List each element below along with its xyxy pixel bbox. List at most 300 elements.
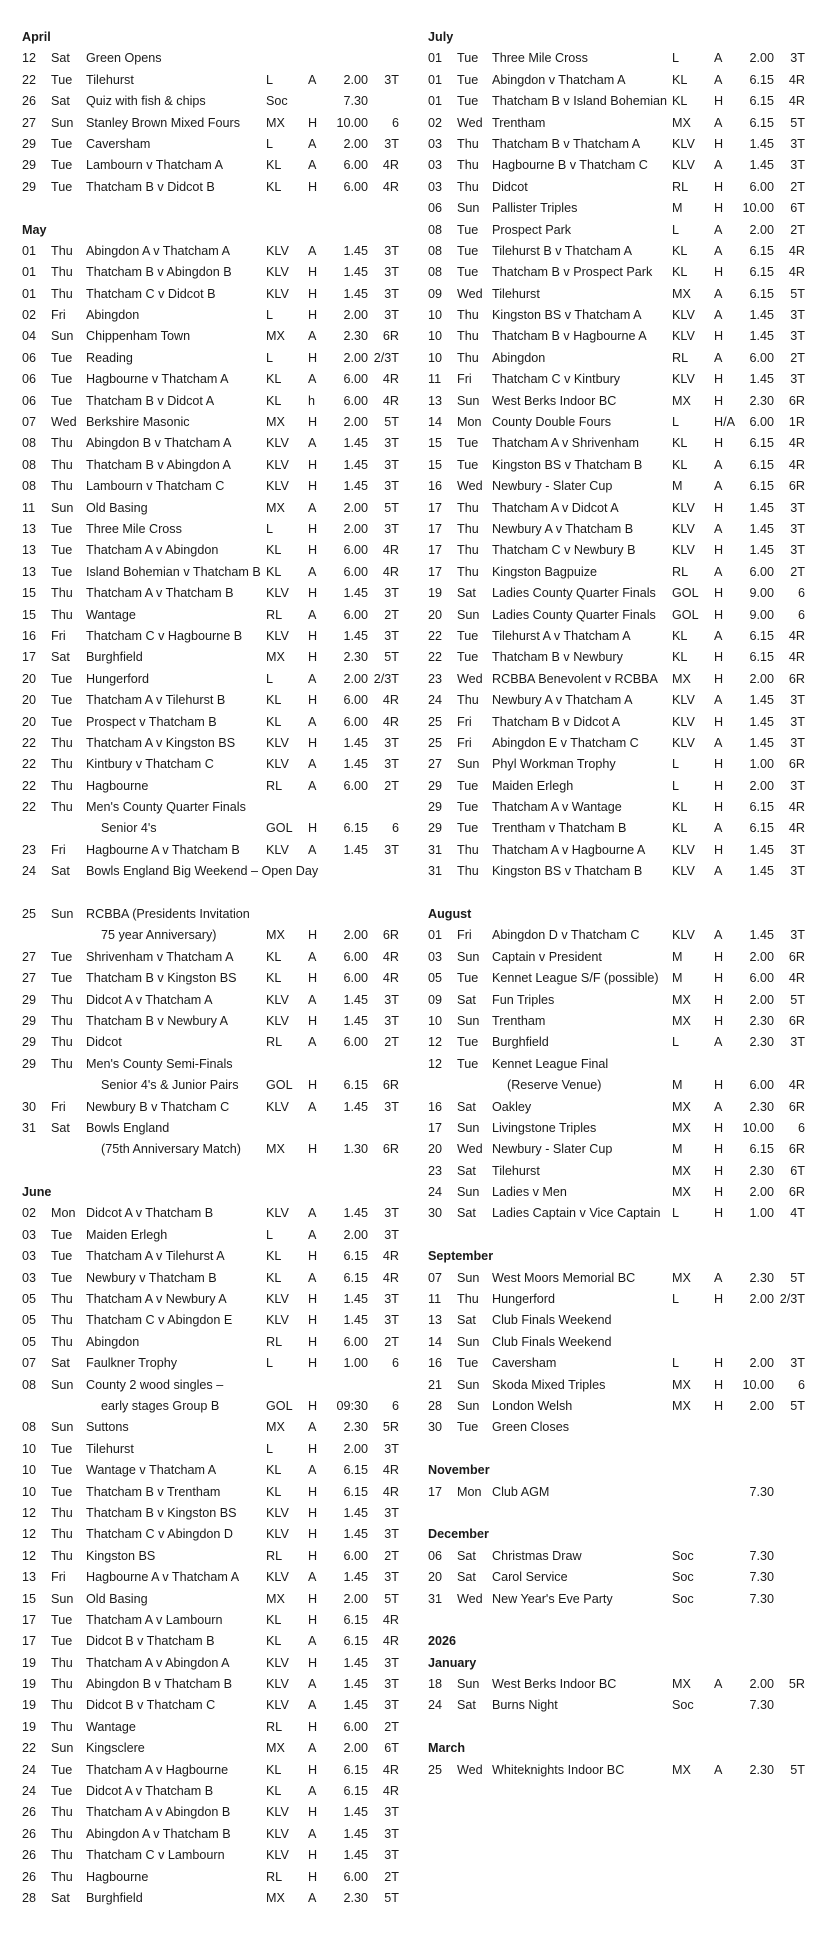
fixture-format: 4R bbox=[788, 94, 805, 109]
fixture-venue: A bbox=[714, 479, 723, 494]
fixture-format: 4R bbox=[382, 1612, 399, 1627]
fixture-type: KL bbox=[266, 971, 282, 986]
fixture-format: 3T bbox=[790, 329, 805, 344]
fixture-row bbox=[428, 198, 808, 219]
fixture-type: KLV bbox=[672, 714, 695, 729]
fixture-venue: H bbox=[714, 136, 724, 151]
fixture-venue: H bbox=[714, 586, 724, 601]
fixture-type: MX bbox=[266, 1741, 285, 1756]
fixture-venue: H bbox=[714, 543, 724, 558]
fixture-day: 31 bbox=[428, 1591, 443, 1606]
fixture-event: Didcot A v Thatcham B bbox=[86, 1784, 214, 1799]
fixture-weekday: Thu bbox=[51, 1334, 73, 1349]
fixture-venue: A bbox=[308, 714, 317, 729]
fixture-type: KLV bbox=[672, 372, 695, 387]
fixture-time: 1.45 bbox=[343, 265, 368, 280]
fixture-venue: A bbox=[308, 607, 317, 622]
fixture-format: 5R bbox=[382, 1420, 399, 1435]
fixture-weekday: Thu bbox=[51, 1035, 73, 1050]
fixture-row bbox=[428, 1182, 808, 1203]
fixture-type: KL bbox=[266, 1612, 282, 1627]
fixture-time: 6.00 bbox=[343, 1035, 368, 1050]
fixture-day: 29 bbox=[22, 1013, 37, 1028]
fixture-format: 3T bbox=[790, 1356, 805, 1371]
fixture-venue: H bbox=[308, 1441, 318, 1456]
fixture-type: KL bbox=[672, 265, 688, 280]
fixture-event: Thatcham B v Prospect Park bbox=[492, 265, 653, 280]
fixture-event: Thatcham B v Kingston BS bbox=[86, 1505, 237, 1520]
fixture-event: Abingdon E v Thatcham C bbox=[492, 735, 639, 750]
fixture-format: 5T bbox=[790, 115, 805, 130]
fixture-venue: H bbox=[714, 1078, 724, 1093]
fixture-format: 4R bbox=[788, 821, 805, 836]
fixture-venue: A bbox=[308, 1890, 317, 1905]
fixture-type: L bbox=[266, 72, 274, 87]
fixture-row bbox=[22, 1802, 402, 1823]
fixture-time: 10.00 bbox=[742, 1377, 774, 1392]
fixture-type: MX bbox=[672, 992, 691, 1007]
fixture-weekday: Thu bbox=[51, 1805, 73, 1820]
fixture-row bbox=[22, 690, 402, 711]
fixture-time: 6.15 bbox=[343, 1762, 368, 1777]
fixture-type: L bbox=[266, 1356, 274, 1371]
fixture-weekday: Sat bbox=[457, 992, 476, 1007]
fixture-time: 6.15 bbox=[343, 1463, 368, 1478]
fixture-format: 4R bbox=[788, 436, 805, 451]
fixture-venue: A bbox=[714, 735, 723, 750]
fixture-row bbox=[22, 1567, 402, 1588]
fixture-type: L bbox=[266, 521, 274, 536]
fixture-row bbox=[22, 1717, 402, 1738]
fixture-weekday: Sat bbox=[51, 650, 70, 665]
fixture-weekday: Thu bbox=[457, 329, 479, 344]
fixture-weekday: Tue bbox=[457, 1420, 479, 1435]
fixture-venue: H bbox=[714, 1399, 724, 1413]
fixture-venue: A bbox=[308, 1784, 317, 1799]
fixture-venue: H bbox=[308, 179, 318, 194]
fixture-type: KLV bbox=[266, 1505, 289, 1520]
fixture-event: Didcot A v Thatcham B bbox=[86, 1206, 214, 1221]
month-heading: December bbox=[428, 1527, 489, 1542]
fixture-venue: H bbox=[308, 1591, 318, 1606]
fixture-row bbox=[22, 1674, 402, 1695]
fixture-type: KLV bbox=[672, 158, 695, 173]
fixture-day: 06 bbox=[22, 393, 37, 408]
fixture-event: Berkshire Masonic bbox=[86, 415, 190, 430]
fixture-venue: H bbox=[714, 1163, 724, 1178]
right-column bbox=[428, 27, 808, 1781]
fixture-event: Ladies County Quarter Finals bbox=[492, 607, 656, 622]
fixture-type: GOL bbox=[266, 1399, 293, 1413]
fixture-venue: H bbox=[308, 693, 318, 708]
fixture-weekday: Tue bbox=[457, 72, 479, 87]
fixture-venue: H bbox=[714, 714, 724, 729]
fixture-format: 4R bbox=[788, 243, 805, 258]
fixture-weekday: Tue bbox=[457, 222, 479, 237]
fixture-event: Thatcham A v Hagbourne A bbox=[492, 842, 646, 857]
fixture-weekday: Thu bbox=[51, 265, 73, 280]
fixture-event: Lambourn v Thatcham A bbox=[86, 158, 223, 173]
fixture-type: Soc bbox=[672, 1591, 694, 1606]
fixture-format: 6R bbox=[382, 329, 399, 344]
fixture-row bbox=[22, 1845, 402, 1866]
fixture-weekday: Tue bbox=[51, 543, 73, 558]
fixture-time: 1.45 bbox=[343, 1013, 368, 1028]
fixture-venue: H bbox=[308, 1142, 318, 1157]
fixture-type: MX bbox=[672, 1120, 691, 1135]
fixture-time: 1.45 bbox=[749, 735, 774, 750]
fixture-time: 2.30 bbox=[749, 1163, 774, 1178]
fixture-format: 4R bbox=[382, 1784, 399, 1799]
fixture-weekday: Fri bbox=[51, 308, 66, 323]
fixture-venue: H bbox=[714, 778, 724, 793]
fixture-type: MX bbox=[266, 115, 285, 130]
fixture-venue: A bbox=[308, 1206, 317, 1221]
fixture-time: 1.45 bbox=[749, 543, 774, 558]
fixture-type: KLV bbox=[266, 992, 289, 1007]
fixture-venue: H bbox=[308, 265, 318, 280]
fixture-day: 12 bbox=[22, 1527, 37, 1542]
fixture-weekday: Tue bbox=[51, 1612, 73, 1627]
fixture-event: Club Finals Weekend bbox=[492, 1334, 612, 1349]
fixture-venue: A bbox=[714, 350, 723, 365]
fixture-format: 3T bbox=[790, 136, 805, 151]
fixture-row bbox=[22, 647, 402, 668]
fixture-weekday: Sun bbox=[51, 1591, 74, 1606]
fixture-time: 2.00 bbox=[343, 928, 368, 943]
fixture-format: 3T bbox=[384, 136, 399, 151]
fixture-event: Kingston BS v Thatcham A bbox=[492, 308, 642, 323]
fixture-venue: A bbox=[308, 564, 317, 579]
fixture-format: 3T bbox=[790, 51, 805, 66]
fixture-venue: H bbox=[714, 329, 724, 344]
fixture-weekday: Sun bbox=[457, 1334, 480, 1349]
fixture-format: 3T bbox=[384, 1099, 399, 1114]
fixture-format: 2T bbox=[384, 1548, 399, 1563]
fixture-type: MX bbox=[672, 671, 691, 686]
fixture-day: 20 bbox=[22, 714, 37, 729]
fixture-event: Thatcham B v Newbury A bbox=[86, 1013, 229, 1028]
fixture-day: 22 bbox=[22, 778, 37, 793]
section-spacer bbox=[22, 883, 402, 904]
fixture-weekday: Tue bbox=[51, 949, 73, 964]
fixture-time: 2.30 bbox=[749, 1035, 774, 1050]
month-heading: July bbox=[428, 30, 454, 44]
fixture-type: KLV bbox=[672, 521, 695, 536]
fixture-venue: H bbox=[308, 1805, 318, 1820]
fixture-event: Pallister Triples bbox=[492, 201, 578, 216]
fixture-row bbox=[22, 1289, 402, 1310]
fixture-type: KLV bbox=[672, 928, 695, 943]
fixture-weekday: Thu bbox=[51, 607, 73, 622]
fixture-format: 3T bbox=[790, 158, 805, 173]
fixture-time: 6.00 bbox=[343, 1869, 368, 1884]
fixture-row bbox=[428, 754, 808, 775]
fixture-type: KLV bbox=[266, 1013, 289, 1028]
fixture-day: 29 bbox=[428, 778, 443, 793]
fixture-format: 2T bbox=[790, 222, 805, 237]
fixture-format: 2T bbox=[384, 1719, 399, 1734]
fixture-format: 2T bbox=[384, 1869, 399, 1884]
fixture-type: RL bbox=[266, 778, 283, 793]
fixture-format: 3T bbox=[384, 735, 399, 750]
fixture-day: 29 bbox=[22, 1035, 37, 1050]
fixture-weekday: Thu bbox=[457, 1292, 479, 1307]
fixture-type: MX bbox=[672, 1399, 691, 1413]
fixture-type: KLV bbox=[672, 308, 695, 323]
fixture-format: 6 bbox=[797, 1377, 805, 1392]
fixture-venue: H bbox=[714, 650, 724, 665]
fixture-weekday: Tue bbox=[457, 821, 479, 836]
fixture-type: MX bbox=[672, 1013, 691, 1028]
fixture-type: RL bbox=[266, 1869, 283, 1884]
fixture-venue: H bbox=[308, 115, 318, 130]
fixture-day: 27 bbox=[22, 949, 37, 964]
fixture-row bbox=[22, 1097, 402, 1118]
fixture-time: 6.00 bbox=[343, 1548, 368, 1563]
fixture-row bbox=[22, 155, 402, 176]
fixture-weekday: Thu bbox=[457, 693, 479, 708]
fixture-type: L bbox=[266, 1441, 274, 1456]
fixture-weekday: Tue bbox=[51, 179, 73, 194]
fixture-venue: H bbox=[308, 971, 318, 986]
fixture-time: 1.45 bbox=[343, 992, 368, 1007]
fixture-event: Senior 4's & Junior Pairs bbox=[101, 1078, 239, 1093]
fixture-day: 26 bbox=[22, 1869, 37, 1884]
fixture-venue: H bbox=[714, 500, 724, 515]
fixture-day: 07 bbox=[428, 1270, 443, 1285]
fixture-time: 6.15 bbox=[749, 286, 774, 301]
fixture-weekday: Sat bbox=[51, 864, 70, 879]
fixture-venue: H bbox=[308, 308, 318, 323]
fixture-venue: A bbox=[714, 821, 723, 836]
fixture-day: 13 bbox=[22, 543, 37, 558]
fixture-event: Abingdon A v Thatcham B bbox=[86, 1826, 231, 1841]
fixture-venue: A bbox=[714, 1677, 723, 1692]
fixture-day: 02 bbox=[22, 1206, 37, 1221]
fixture-type: RL bbox=[672, 350, 689, 365]
fixture-type: MX bbox=[266, 1142, 285, 1157]
fixture-event: Thatcham B v Island Bohemian bbox=[492, 94, 668, 109]
fixture-weekday: Thu bbox=[51, 1719, 73, 1734]
fixture-type: MX bbox=[672, 115, 691, 130]
fixture-row bbox=[22, 391, 402, 412]
fixture-event: County 2 wood singles – bbox=[86, 1377, 224, 1392]
fixture-type: MX bbox=[266, 329, 285, 344]
fixture-event: Burghfield bbox=[492, 1035, 549, 1050]
fixture-event: Ladies v Men bbox=[492, 1185, 567, 1200]
fixture-format: 6R bbox=[382, 1078, 399, 1093]
fixture-row bbox=[22, 498, 402, 519]
fixture-row bbox=[428, 433, 808, 454]
fixture-time: 1.45 bbox=[343, 735, 368, 750]
fixture-venue: A bbox=[714, 521, 723, 536]
fixture-row bbox=[22, 241, 402, 262]
fixture-time: 1.45 bbox=[343, 842, 368, 857]
fixture-venue: A bbox=[308, 671, 317, 686]
fixture-row bbox=[22, 1503, 402, 1524]
fixture-weekday: Sun bbox=[51, 1420, 74, 1435]
fixture-venue: H bbox=[308, 415, 318, 430]
fixture-time: 1.45 bbox=[343, 757, 368, 772]
fixture-venue: A bbox=[308, 949, 317, 964]
fixture-time: 2.00 bbox=[343, 500, 368, 515]
fixture-event: Lambourn v Thatcham C bbox=[86, 479, 225, 494]
fixture-format: 4R bbox=[382, 693, 399, 708]
fixture-day: 13 bbox=[22, 564, 37, 579]
fixture-row bbox=[22, 1203, 402, 1224]
fixture-event: Abingdon A v Thatcham A bbox=[86, 243, 230, 258]
fixture-time: 6.00 bbox=[343, 607, 368, 622]
fixture-time: 6.00 bbox=[343, 543, 368, 558]
fixture-format: 3T bbox=[384, 521, 399, 536]
fixture-type: M bbox=[672, 949, 683, 964]
fixture-format: 2T bbox=[384, 607, 399, 622]
fixture-format: 3T bbox=[790, 842, 805, 857]
fixture-venue: A bbox=[714, 115, 723, 130]
fixture-format: 5T bbox=[790, 1399, 805, 1413]
fixture-format: 3T bbox=[790, 543, 805, 558]
fixture-row bbox=[428, 519, 808, 540]
fixture-format: 6R bbox=[788, 671, 805, 686]
fixture-row bbox=[22, 1396, 402, 1417]
fixture-day: 08 bbox=[22, 436, 37, 451]
fixture-event: Thatcham B v Didcot A bbox=[86, 393, 215, 408]
fixture-row bbox=[22, 1781, 402, 1802]
fixture-row bbox=[428, 840, 808, 861]
fixture-format: 5T bbox=[384, 415, 399, 430]
fixture-venue: H bbox=[308, 1655, 318, 1670]
fixture-weekday: Sun bbox=[51, 907, 74, 922]
fixture-weekday: Tue bbox=[51, 1249, 73, 1264]
fixture-format: 4R bbox=[788, 72, 805, 87]
fixture-venue: A bbox=[308, 992, 317, 1007]
fixture-type: KL bbox=[672, 436, 688, 451]
fixture-day: 24 bbox=[428, 693, 443, 708]
fixture-event: Burns Night bbox=[492, 1698, 558, 1713]
fixture-weekday: Tue bbox=[51, 714, 73, 729]
fixture-event: Abingdon v Thatcham A bbox=[492, 72, 626, 87]
fixture-format: 5R bbox=[788, 1677, 805, 1692]
fixture-row bbox=[22, 840, 402, 861]
fixture-day: 29 bbox=[428, 821, 443, 836]
fixture-event: Hagbourne bbox=[86, 1869, 149, 1884]
fixture-time: 1.45 bbox=[343, 1206, 368, 1221]
fixture-format: 3T bbox=[384, 586, 399, 601]
fixture-venue: H bbox=[308, 286, 318, 301]
fixture-day: 03 bbox=[428, 136, 443, 151]
fixture-time: 1.45 bbox=[343, 1505, 368, 1520]
fixture-venue: H bbox=[714, 607, 724, 622]
fixture-venue: A bbox=[308, 500, 317, 515]
fixture-row bbox=[22, 968, 402, 989]
fixture-row bbox=[428, 1760, 808, 1781]
fixture-day: 13 bbox=[428, 393, 443, 408]
fixture-weekday: Mon bbox=[457, 415, 482, 430]
fixture-day: 19 bbox=[22, 1719, 37, 1734]
fixture-day: 30 bbox=[428, 1206, 443, 1221]
fixture-time: 2.00 bbox=[343, 415, 368, 430]
fixture-day: 10 bbox=[428, 1013, 443, 1028]
fixture-venue: A bbox=[308, 1035, 317, 1050]
fixture-time: 6.15 bbox=[343, 1634, 368, 1649]
fixture-day: 08 bbox=[428, 222, 443, 237]
fixture-row bbox=[428, 733, 808, 754]
fixture-venue: H bbox=[714, 1377, 724, 1392]
section-spacer bbox=[428, 883, 808, 904]
fixture-event: Thatcham C v Lambourn bbox=[86, 1848, 225, 1863]
fixture-time: 6.00 bbox=[343, 971, 368, 986]
fixture-day: 01 bbox=[22, 243, 37, 258]
fixture-day: 25 bbox=[428, 735, 443, 750]
fixture-row bbox=[22, 583, 402, 604]
fixture-venue: A bbox=[714, 72, 723, 87]
fixture-type: KLV bbox=[266, 479, 289, 494]
fixture-event: Abingdon B v Thatcham B bbox=[86, 1677, 233, 1692]
fixture-type: KLV bbox=[266, 1805, 289, 1820]
fixture-weekday: Sat bbox=[457, 1206, 476, 1221]
fixture-venue: H bbox=[714, 1356, 724, 1371]
fixture-type: KLV bbox=[266, 1698, 289, 1713]
fixture-event: Quiz with fish & chips bbox=[86, 94, 206, 109]
fixture-type: KLV bbox=[266, 1570, 289, 1585]
fixture-row bbox=[428, 412, 808, 433]
fixture-format: 5T bbox=[384, 500, 399, 515]
fixture-time: 2.30 bbox=[749, 1270, 774, 1285]
fixture-time: 2.00 bbox=[343, 1441, 368, 1456]
fixture-weekday: Tue bbox=[51, 72, 73, 87]
fixture-type: KLV bbox=[266, 628, 289, 643]
fixture-event: Club AGM bbox=[492, 1484, 550, 1499]
fixture-type: MX bbox=[672, 1099, 691, 1114]
fixture-event: Wantage v Thatcham A bbox=[86, 1463, 217, 1478]
fixture-type: MX bbox=[672, 286, 691, 301]
fixture-venue: A bbox=[308, 1698, 317, 1713]
fixture-venue: A bbox=[308, 1634, 317, 1649]
section-spacer bbox=[22, 1161, 402, 1182]
fixture-day: 13 bbox=[428, 1313, 443, 1328]
fixture-row bbox=[22, 1332, 402, 1353]
fixture-weekday: Thu bbox=[51, 436, 73, 451]
fixture-row bbox=[22, 1760, 402, 1781]
fixture-time: 1.45 bbox=[343, 1527, 368, 1542]
fixture-day: 16 bbox=[428, 479, 443, 494]
fixture-weekday: Sat bbox=[457, 586, 476, 601]
fixture-venue: H bbox=[714, 971, 724, 986]
fixture-event: Didcot bbox=[86, 1035, 122, 1050]
fixture-type: KL bbox=[266, 564, 282, 579]
fixture-venue: A bbox=[308, 1826, 317, 1841]
fixture-format: 3T bbox=[384, 1805, 399, 1820]
fixture-weekday: Sun bbox=[51, 1377, 74, 1392]
fixture-time: 2.00 bbox=[343, 350, 368, 365]
fixture-venue: H bbox=[308, 628, 318, 643]
fixture-format: 6 bbox=[391, 1356, 399, 1371]
fixture-weekday: Sun bbox=[457, 607, 480, 622]
fixture-event: Abingdon D v Thatcham C bbox=[492, 928, 640, 943]
fixture-time: 2.30 bbox=[749, 1013, 774, 1028]
fixture-time: 2.00 bbox=[749, 1356, 774, 1371]
fixture-row bbox=[428, 1546, 808, 1567]
fixture-day: 22 bbox=[428, 650, 443, 665]
fixture-day: 08 bbox=[428, 265, 443, 280]
fixture-time: 6.15 bbox=[749, 479, 774, 494]
fixture-time: 6.15 bbox=[749, 650, 774, 665]
fixture-event: Skoda Mixed Triples bbox=[492, 1377, 606, 1392]
month-heading: May bbox=[22, 222, 47, 237]
fixture-venue: H bbox=[308, 1334, 318, 1349]
fixture-event: Trentham bbox=[492, 1013, 546, 1028]
